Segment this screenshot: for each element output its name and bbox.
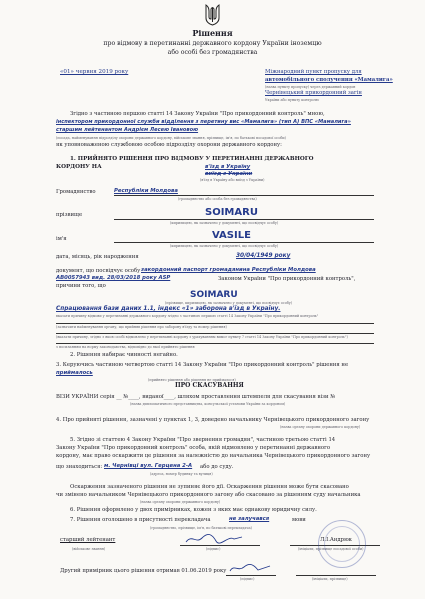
document-label: документ, що посвідчує особу bbox=[56, 268, 141, 274]
document-subtitle-line2: або особі без громадянства bbox=[167, 49, 258, 56]
basis-line4: як уповноваженою службовою особою підрозділу охорони державного кордону: bbox=[56, 142, 282, 148]
document-number: AB0057943 вид. 28/03/2018 року ASP bbox=[56, 275, 171, 281]
decision7-suffix: мови bbox=[292, 517, 306, 523]
border-detachment: Чернівецький прикордонний загін bbox=[265, 90, 362, 96]
translator-status: не залучався bbox=[229, 516, 270, 522]
basis-line1: Згідно з частиною першою статті 14 Закону України "Про прикордонний контроль" мною, bbox=[70, 111, 325, 117]
sign-caption: (підпис) bbox=[206, 547, 221, 551]
basis-line2: інспектором прикордонної служби відділення з перетину вис «Мамалига» (тип А) ВПС «Мамалига» bbox=[56, 119, 351, 125]
decision4-caption: (назва органу охорони державного кордону) bbox=[280, 425, 361, 429]
visa-line: ВІЗИ УКРАЇНИ серія __ №____, виданої____, шляхом проставлення штемпеля для скасування візи № bbox=[56, 394, 336, 400]
surname-caption: (кирилицею, як зазначено у документі, що посвідчує особу) bbox=[170, 221, 279, 225]
reason-prefix: причини того, що bbox=[56, 283, 106, 289]
address-value: м. Чернівці вул. Герцена 2-А bbox=[104, 463, 193, 469]
document-type: закордонний паспорт громадянина Республіки Молдова bbox=[141, 267, 316, 273]
trident-emblem-icon bbox=[205, 4, 220, 26]
name-caption: (кирилицею, як зазначено у документі, що посвідчує особу) bbox=[170, 244, 279, 248]
direction-entry: в'їзд в Україну bbox=[205, 164, 251, 170]
basis-line3: старшим лейтенантом Андрієм Лесею Івановою bbox=[56, 127, 199, 133]
address-suffix: або до суду. bbox=[200, 464, 234, 470]
document-line2-suffix: Законом України "Про прикордонний контроль", bbox=[218, 276, 356, 282]
decision3-caption: (прийнято рішення або рішення не приймалося) bbox=[148, 378, 236, 382]
reason-caption: вказати причину відмови у перетинанні державного кордону згідно з частиною першою статті 14 Закону України "Про прикордонний контроль" bbox=[56, 314, 319, 318]
decision1-heading-b: КОРДОНУ НА bbox=[56, 164, 102, 170]
decision5-line3: кордону, має право оскаржити це рішення за належністю до начальника Чернівецького прикордонного загону bbox=[56, 453, 371, 459]
refusal-reason: Спрацювання бази даних 1.1, індекс «1» заборона в'їзд в Україну. bbox=[56, 306, 281, 312]
name-label: ім'я bbox=[56, 236, 67, 242]
officer-rank: старший лейтенант bbox=[60, 537, 116, 543]
appeal-line2: чи змінено начальником Чернівецького прикордонного загону або скасовано за рішенням суду начальника bbox=[56, 492, 361, 498]
recipient-name-caption: (ініціали, прізвище) bbox=[312, 577, 348, 581]
decision3-handwritten: приймалось bbox=[56, 370, 93, 376]
citizenship-caption: (громадянство або особа без громадянства) bbox=[178, 197, 257, 201]
recipient-sign-caption: (підпис) bbox=[240, 577, 255, 581]
rank-caption: (військове звання) bbox=[72, 547, 106, 551]
surname-label: прізвище bbox=[56, 212, 83, 218]
direction-caption: (в'їзд в Україну або виїзд з України) bbox=[200, 178, 265, 182]
reason-caption-c: (вказати причину, згідно з якою особі відмовлено у перетинанні кордону з урахуванням вимог пункту 7 статті 14 Закону України "Про прикордонний контроль") bbox=[56, 335, 348, 339]
dob-label: дата, місяць, рік народження bbox=[56, 254, 139, 260]
surname-repeat-caption: (прізвище, кирилицею, як зазначено у документі, що посвідчує особу) bbox=[165, 301, 293, 305]
official-stamp-inner bbox=[324, 526, 360, 562]
decision3-line1: 3. Керуючись частиною четвертою статті 14 Закону України "Про прикордонний контроль" рішення не bbox=[56, 362, 349, 368]
recipient-signature bbox=[228, 562, 272, 574]
decision7-prefix: 7. Рішення оголошено в присутності перекладача bbox=[70, 517, 211, 523]
translator-caption: (громадянство, прізвище, ім'я, по батькові перекладача) bbox=[150, 526, 252, 530]
decision5-line1: 5. Згідно зі статтею 4 Закону України "Про звернення громадян", частиною третьою статті 14 bbox=[70, 437, 336, 443]
document-title: Рішення bbox=[192, 28, 233, 38]
surname-value: SOIMARU bbox=[205, 207, 258, 218]
cancellation-heading: ПРО СКАСУВАННЯ bbox=[175, 382, 244, 389]
decision-date: «01» червня 2019 року bbox=[60, 69, 129, 75]
citizenship-label: Громадянство bbox=[56, 189, 96, 195]
officer-signature bbox=[184, 532, 244, 546]
border-detachment-caption: України або пункту контролю bbox=[265, 98, 319, 102]
decision2-text: 2. Рішення набирає чинності негайно. bbox=[70, 352, 178, 358]
address-prefix: що знаходиться: bbox=[56, 464, 103, 470]
visa-caption: (назва дипломатичного представництва, консульської установи України за кордоном) bbox=[130, 402, 286, 406]
decision4-text: 4. Про прийняті рішення, зазначені у пунктах 1, 3, доведено начальнику Чернівецького прикордонного загону bbox=[56, 417, 370, 423]
name-caption-officer: (ініціали, прізвище посадової особи) bbox=[298, 547, 364, 551]
reason-caption-b: (зазначити найменування органу, що прийняв рішення про заборону в'їзду та номер рішення) bbox=[56, 325, 227, 329]
basis-caption: (посада, найменування підрозділу охорони державного кордону, військове звання, прізвище, ім'я, по батькові посадової особи) bbox=[56, 136, 286, 140]
appeal-line1: Оскарження зазначеного рішення не зупиняє його дії. Оскарження рішення може бути скасовано bbox=[70, 484, 349, 490]
name-value: VASILE bbox=[212, 230, 251, 241]
citizenship-value: Республіки Молдова bbox=[114, 188, 178, 194]
decision5-line2: Закону України "Про прикордонний контроль" особа, якій відмовлено у перетинанні державного bbox=[56, 445, 331, 451]
checkpoint-caption: (назва пункту пропуску) через державний кордон bbox=[265, 85, 356, 89]
decision1-heading: 1. ПРИЙНЯТО РІШЕННЯ ПРО ВІДМОВУ У ПЕРЕТИНАННІ ДЕРЖАВНОГО bbox=[70, 156, 314, 162]
checkpoint-line2: автомобільного сполучення «Мамалига» bbox=[265, 77, 393, 83]
copy-received-text: Другий примірник цього рішення отримав 01.06.2019 року bbox=[60, 568, 227, 574]
reason-caption-d: з посиланням на норму законодавства, відповідно до якої прийнято рішення bbox=[56, 345, 195, 349]
dob-value: 30/04/1949 року bbox=[236, 253, 291, 259]
checkpoint-line1: Міжнародний пункт пропуску для bbox=[265, 69, 362, 75]
surname-repeat: SOIMARU bbox=[190, 290, 238, 300]
direction-exit: виїзд з України bbox=[205, 171, 253, 177]
officer-name: Л.І.Андрюк bbox=[320, 537, 352, 543]
address-caption: (адреса, номер будинку та вулиця) bbox=[150, 472, 213, 476]
appeal-caption: (назва органу охорони державного кордону) bbox=[140, 500, 221, 504]
document-subtitle-line1: про відмову в перетинанні державного кордону України іноземцю bbox=[103, 40, 322, 47]
decision6-text: 6. Рішення оформлено у двох примірниках, кожен з яких має однакову юридичну силу. bbox=[70, 507, 317, 513]
